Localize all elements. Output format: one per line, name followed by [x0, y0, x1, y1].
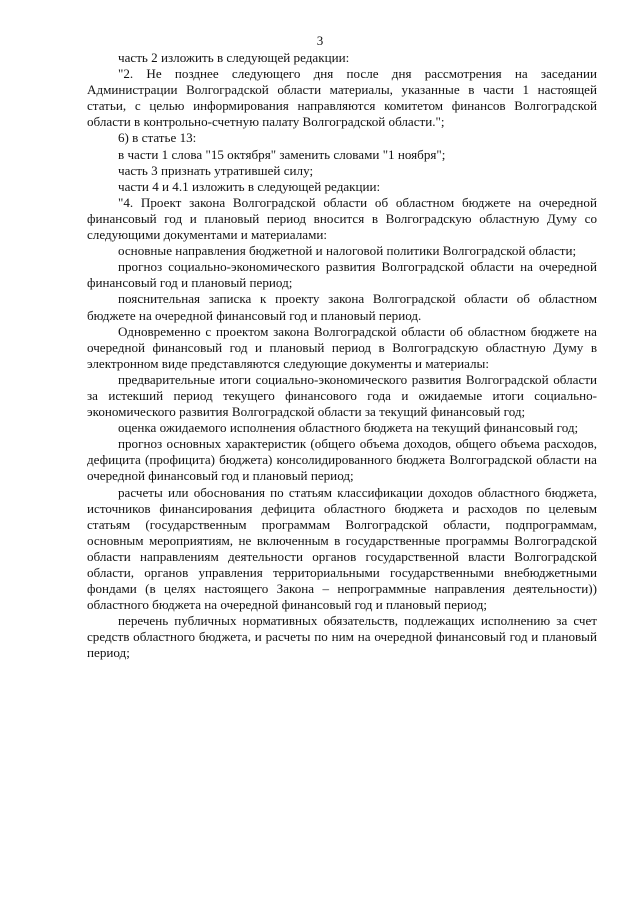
- paragraph-part4-text: "4. Проект закона Волгоградской области об областном бюджете на очередной финансовый год и плановый период вносится в Волгоградскую областную Думу со следующими документами и материалами:: [87, 194, 597, 243]
- paragraph-list-item: основные направления бюджетной и налоговой политики Волгоградской области;: [118, 243, 577, 259]
- paragraph-list-item: предварительные итоги социально-экономического развития Волгоградской области за истекший период текущего финансового года и ожидаемые итоги социально-экономического развития Волгоградской области за текущий финансовый год;: [87, 371, 597, 420]
- paragraph-part2-text: "2. Не позднее следующего дня после дня рассмотрения на заседании Администрации Волгоградской области материалы, указанные в части 1 настоящей статьи, с целью информирования направляются комитетом финансов Волгоградской области в контрольно-счетную палату Волгоградской области.";: [87, 66, 597, 130]
- paragraph-list-item: прогноз социально-экономического развития Волгоградской области на очередной финансовый год и плановый период;: [87, 259, 597, 291]
- paragraph-part2-intro: часть 2 изложить в следующей редакции:: [118, 50, 350, 65]
- paragraph-item-6: 6) в статье 13:: [118, 130, 197, 146]
- paragraph-list-item: расчеты или обоснования по статьям классификации доходов областного бюджета, источников финансирования дефицита областного бюджета и расходов по целевым статьям (государственным программам Волгоградской области, подпрограммам, основным мероприятиям, не включенным в государственные программы Волгоградской области направлениям деятельности органов государственной власти Волгоградской области, органов управления территориальными государственными внебюджетными фондами (в целях настоящего Закона – непрограммные направления деятельности)) областного бюджета на очередной финансовый год и плановый период;: [87, 484, 597, 613]
- paragraph-list-item: прогноз основных характеристик (общего объема доходов, общего объема расходов, дефицита (профицита) бюджета) консолидированного бюджета Волгоградской области на очередной финансовый год и плановый период;: [87, 436, 597, 484]
- document-body: [87, 50, 597, 662]
- paragraph-list-item: пояснительная записка к проекту закона Волгоградской области об областном бюджете на очередной финансовый год и плановый период.: [87, 291, 597, 323]
- paragraph-part3-repeal: часть 3 признать утратившей силу;: [118, 162, 314, 178]
- paragraph-part1-amendment: в части 1 слова "15 октября" заменить словами "1 ноября";: [118, 146, 446, 162]
- paragraph-list-item: перечень публичных нормативных обязательств, подлежащих исполнению за счет средств областного бюджета, и расчеты по ним на очередной финансовый год и плановый период;: [87, 613, 597, 661]
- page-number: 3: [316, 33, 324, 48]
- paragraph-parts4-intro: части 4 и 4.1 изложить в следующей редакции:: [118, 178, 381, 194]
- paragraph-list-item: оценка ожидаемого исполнения областного бюджета на текущий финансовый год;: [118, 420, 579, 436]
- paragraph-electronic-docs: Одновременно с проектом закона Волгоградской области об областном бюджете на очередной финансовый год и плановый период в Волгоградскую областную Думу в электронном виде представляются следующие документы и материалы:: [87, 323, 597, 371]
